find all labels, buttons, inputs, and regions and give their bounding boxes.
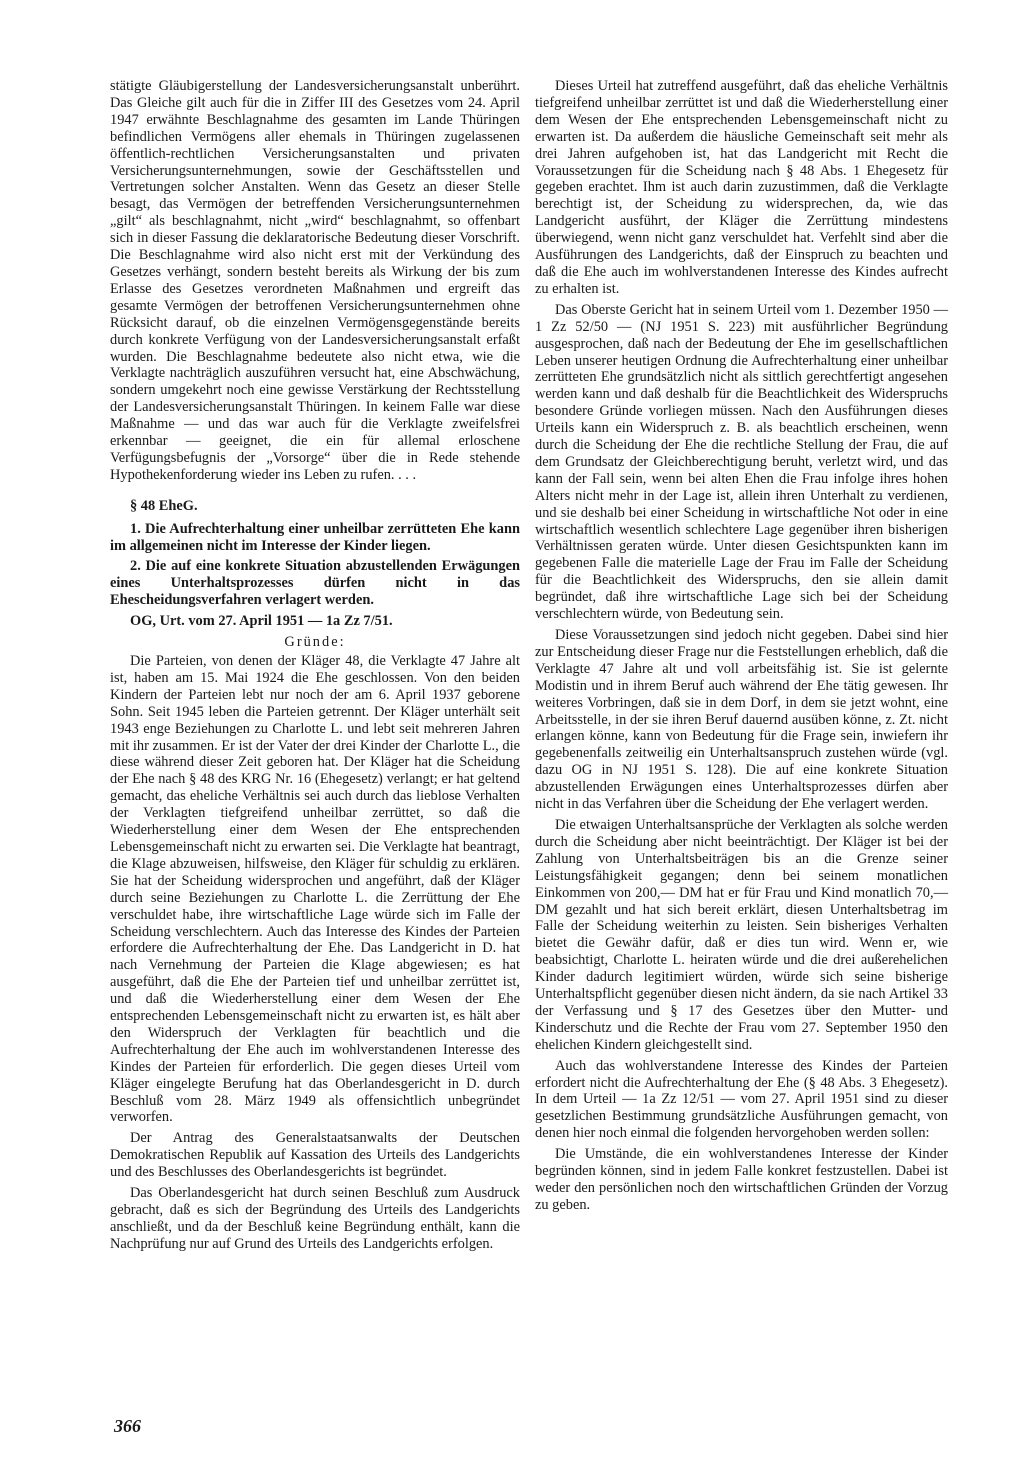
paragraph: Die etwaigen Unterhaltsansprüche der Verklagten als solche werden durch die Scheidung aber nicht beeinträchtigt. Der Kläger ist bei der Zahlung von Unterhaltsbeiträgen bis an die Grenze seiner Leistungsfähigkeit gegangen; denn bei seinem monatlichen Einkommen von 200,— DM hat er für Frau und Kind monatlich 70,— DM gezahlt und hat sich bereit erklärt, diesen Unterhaltsbetrag im Falle der Scheidung weiterhin zu leisten. Sein bisheriges Verhalten bietet die Gewähr dafür, daß er dies tun wird. Wenn er, wie beabsichtigt, Charlotte L. heiraten würde und die drei außerehelichen Kinder dadurch legitimiert würden, würde sich seine bisherige Unterhaltspflicht gegenüber diesen nicht ändern, da sie nach Artikel 33 der Verfassung und § 17 des Gesetzes über den Mutter- und Kinderschutz und die Rechte der Frau vom 27. September 1950 den ehelichen Kindern gleichgestellt sind. <box>535 816 948 1053</box>
paragraph: Diese Voraussetzungen sind jedoch nicht gegeben. Dabei sind hier zur Entscheidung dieser Frage nur die Feststellungen erheblich, daß die Verklagte 47 Jahre alt und voll arbeitsfähig ist. Sie ist gelernte Modistin und in ihrem Beruf auch während der Ehe tätig gewesen. Ihr weiteres Vorbringen, daß sie in dem Dorf, in dem sie jetzt wohnt, eine Arbeitsstelle, in der sie ihren Beruf dauernd ausüben könne, z. Zt. nicht erlangen könne, kann von Bedeutung für die Frage sein, inwiefern ihr gegebenenfalls zeitweilig ein Unterhaltsanspruch zustehen würde (vgl. dazu OG in NJ 1951 S. 128). Die auf eine konkrete Situation abzustellenden Erwägungen eines Unterhaltsprozesses dürfen aber nicht in das Verfahren über die Scheidung der Ehe verlagert werden. <box>535 627 948 813</box>
paragraph: Die Umstände, die ein wohlverstandenes Interesse der Kinder begründen können, sind in jedem Falle konkret festzustellen. Dabei ist weder den persönlichen noch den wirtschaftlichen Gründen der Vorzug zu geben. <box>535 1146 948 1213</box>
headnote: 1. Die Aufrechterhaltung einer unheilbar zerrütteten Ehe kann im allgemeinen nicht im Interesse der Kinder liegen. <box>110 520 520 554</box>
paragraph: Dieses Urteil hat zutreffend ausgeführt, daß das eheliche Verhältnis tiefgreifend unheilbar zerrüttet ist und daß die Wiederherstellung einer dem Wesen der Ehe entsprechenden Lebensgemeinschaft nicht zu erwarten ist. Da außerdem die häusliche Gemeinschaft seit mehr als drei Jahren aufgehoben ist, hat das Landgericht mit Recht die Voraussetzungen für die Scheidung nach § 48 Abs. 1 Ehegesetz für gegeben erachtet. Ihm ist auch darin zuzustimmen, daß die Verklagte berechtigt ist, der Scheidung zu widersprechen, da, wie das Landgericht ausführt, der Kläger die Zerrüttung mindestens überwiegend, wenn nicht ganz verschuldet hat. Verfehlt sind aber die Ausführungen des Landgerichts, daß der Einspruch zu beachten und daß die Ehe auch im wohlverstandenen Interesse des Kindes aufrecht zu erhalten ist. <box>535 78 948 297</box>
paragraph: Das Oberlandesgericht hat durch seinen Beschluß zum Ausdruck gebracht, daß es sich der Begründung des Urteils des Landgerichts anschließt, und da der Beschluß keine Begründung enthält, kann die Nachprüfung nur auf Grund des Urteils des Landgerichts erfolgen. <box>110 1185 520 1252</box>
headnote: 2. Die auf eine konkrete Situation abzustellenden Erwägungen eines Unterhaltsprozesses dürfen nicht in das Ehescheidungsverfahren verlagert werden. <box>110 558 520 609</box>
paragraph: stätigte Gläubigerstellung der Landesversicherungsanstalt unberührt. Das Gleiche gilt auch für die in Ziffer III des Gesetzes vom 24. April 1947 erwähnte Beschlagnahme des gesamten im Lande Thüringen befindlichen Vermögens aller ehemals in Thüringen zugelassenen öffentlich-rechtlichen Versicherungsanstalten und privaten Versicherungsunternehmungen, sowie der Geschäftsstellen und Vertretungen solcher Anstalten. Wenn das Gesetz an dieser Stelle besagt, das Vermögen der betreffenden Versicherungsunternehmen „gilt“ als beschlagnahmt, nicht „wird“ beschlagnahmt, so offenbart sich in dieser Fassung die deklaratorische Bedeutung dieser Vorschrift. Die Beschlagnahme wird also nicht erst mit der Verkündung des Gesetzes verhängt, sondern besteht bereits als Wirkung der bis zum Erlasse des Gesetzes verordneten Maßnahmen und ergreift das gesamte Vermögen der betroffenen Versicherungsunternehmen ohne Rücksicht darauf, ob die einzelnen Vermögensgegenstände bereits durch konkrete Verfügung von der Landesversicherungsanstalt erfaßt wurden. Die Beschlagnahme bedeutete also nicht etwa, wie die Verklagte nachträglich auszuführen versucht hat, eine Abschwächung, sondern umgekehrt noch eine gewisse Verstärkung der Rechtsstellung der Landesversicherungsanstalt Thüringen. In keinem Falle war diese Maßnahme — und das war auch für die Verklagte zweifelsfrei erkennbar — geeignet, die ein für allemal erloschene Verfügungsbefugnis der „Vorsorge“ über die in Rede stehende Hypothekenforderung wieder ins Leben zu rufen. . . . <box>110 78 520 483</box>
paragraph: Das Oberste Gericht hat in seinem Urteil vom 1. Dezember 1950 — 1 Zz 52/50 — (NJ 1951 S. 223) mit ausführlicher Begründung ausgesprochen, daß nach der Bedeutung der Ehe im gesellschaftlichen Leben unserer heutigen Ordnung die Aufrechterhaltung einer unheilbar zerrütteten Ehe grundsätzlich nicht als sittlich gerechtfertigt angesehen werden kann und daß deshalb für die Beachtlichkeit des Widerspruchs besondere Gründe vorliegen müssen. Nach den Ausführungen dieses Urteils kann ein Widerspruch z. B. als beachtlich erscheinen, wenn durch die Scheidung der Ehe die rechtliche Stellung der Frau, die auf dem Grundsatz der Gleichberechtigung beruht, verletzt wird, und das kann der Fall sein, wenn bei alten Ehen die Frau infolge ihres hohen Alters nicht mehr in der Lage ist, allein ihren Unterhalt zu verdienen, und sie deshalb bei einer Scheidung in wirtschaftliche Not oder in eine wirtschaftlich wesentlich schlechtere Lage gegenüber ihren bisherigen Verhältnissen geraten würde. Unter diesen Gesichtspunkten kann im gegebenen Falle die materielle Lage der Frau im Falle der Scheidung für die Beachtlichkeit des Widerspruchs, den sie allein damit begründet, daß ihre wirtschaftliche Lage sich bei der Scheidung verschlechtern würde, von Bedeutung sein. <box>535 301 948 623</box>
paragraph: Auch das wohlverstandene Interesse des Kindes der Parteien erfordert nicht die Aufrechterhaltung der Ehe (§ 48 Abs. 3 Ehegesetz). In dem Urteil — 1a Zz 12/51 — vom 27. April 1951 sind zu dieser gesetzlichen Bestimmung grundsätzliche Ausführungen gemacht, von denen hier noch einmal die folgenden hervorgehoben werden sollen: <box>535 1057 948 1142</box>
paragraph: Der Antrag des Generalstaatsanwalts der Deutschen Demokratischen Republik auf Kassation des Urteils des Landgerichts und des Beschlusses des Oberlandesgerichts ist begründet. <box>110 1130 520 1181</box>
paragraph: Die Parteien, von denen der Kläger 48, die Verklagte 47 Jahre alt ist, haben am 15. Mai 1924 die Ehe geschlossen. Von den beiden Kindern der Parteien lebt nur noch der am 6. April 1937 geborene Sohn. Seit 1945 leben die Parteien getrennt. Der Kläger unterhält seit 1943 enge Beziehungen zu Charlotte L. und lebt seit mehreren Jahren mit ihr zusammen. Er ist der Vater der drei Kinder der Charlotte L., die diese während dieser Zeit geboren hat. Der Kläger hat die Scheidung der Ehe nach § 48 des KRG Nr. 16 (Ehegesetz) verlangt; er hat geltend gemacht, das eheliche Verhältnis sei auch durch das lieblose Verhalten der Verklagten tiefgreifend unheilbar zerrüttet, so daß die Wiederherstellung einer dem Wesen der Ehe entsprechenden Lebensgemeinschaft nicht zu erwarten sei. Die Verklagte hat beantragt, die Klage abzuweisen, hilfsweise, den Kläger für schuldig zu erklären. Sie hat der Scheidung widersprochen und angeführt, daß der Kläger durch seine Beziehungen zu Charlotte L. die Zerrüttung der Ehe verschuldet habe, ihre wirtschaftliche Lage würde sich im Falle der Scheidung verschlechtern. Auch das Interesse des Kindes der Parteien erfordere die Aufrechterhaltung der Ehe. Das Landgericht in D. hat nach Vernehmung der Parteien die Klage abgewiesen; es hat ausgeführt, daß die Ehe der Parteien tief und unheilbar zerrüttet ist, und daß die Wiederherstellung einer dem Wesen der Ehe entsprechenden Lebensgemeinschaft nicht zu erwarten ist, es hält aber den Widerspruch der Verklagten für beachtlich und die Aufrechterhaltung der Ehe auch im wohlverstandenen Interesse des Kindes der Parteien für erforderlich. Die gegen dieses Urteil vom Kläger eingelegte Berufung hat das Oberlandesgericht in D. durch Beschluß vom 28. März 1949 als offensichtlich unbegründet verworfen. <box>110 653 520 1126</box>
left-column <box>110 78 520 1257</box>
page-number: 366 <box>114 1416 141 1436</box>
reasons-heading: Gründe: <box>284 634 346 651</box>
section-heading: § 48 EheG. <box>130 497 198 514</box>
right-column <box>535 78 948 1218</box>
citation: OG, Urt. vom 27. April 1951 — 1a Zz 7/51. <box>130 613 393 630</box>
